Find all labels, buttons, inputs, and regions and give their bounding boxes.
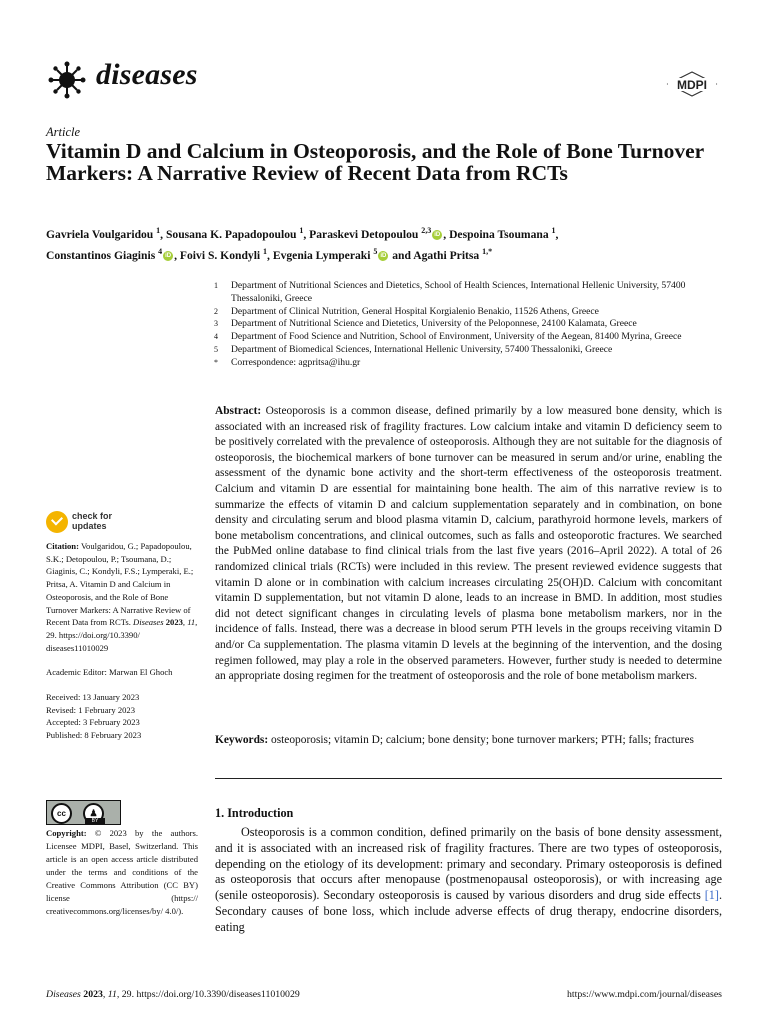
author-affiliation-sup: 4 bbox=[158, 246, 163, 256]
attribution-person-icon: ♟ bbox=[83, 803, 104, 824]
author-affiliation-sup: 2,3 bbox=[421, 226, 432, 235]
check-updates-line1: check for bbox=[72, 511, 113, 521]
affiliations bbox=[214, 280, 726, 370]
author-name[interactable]: Agathi Pritsa bbox=[413, 248, 480, 262]
introduction-body bbox=[215, 825, 722, 936]
abstract-text: Osteoporosis is a common disease, defined primarily by a low measured bone density, which is associated with an increased risk of fragility fractures. Low calcium intake and vitamin D deficiency seem to be positively correlated with the prevalence of osteoporosis. Although they are not suitable for the diagnosis of osteoporosis, the biochemical markers of bone turnover can be measured in serum and/or urine, enabling the assessment of the dynamic bone activity and the short-term effectiveness of the osteoporosis treatment. Calcium and vitamin D are essential for maintaining bone health. The aim of this narrative review is to summarize the effects of vitamin D and calcium supplementation separately and in combination, on bone density and circulating serum and blood plasma vitamin D, calcium, parathyroid hormone levels, markers of bone metabolism concentrations, and clinical outcomes, such as falls and osteoporotic fractures. We searched the PubMed online database to find clinical trials from the last five years (2016–April 2022). A total of 26 randomized clinical trials (RCTs) were included in this review. The present reviewed evidence suggests that vitamin D alone or in combination with calcium increases circulating 25(OH)D. Calcium with concomitant vitamin D supplementation, but not vitamin D alone, leads to an increase in BMD. In addition, most studies did not detect significant changes in circulating levels of plasma bone metabolism markers, nor in the incidence of falls. Instead, there was a decrease in blood serum PTH levels in the groups receiving vitamin D and/or Ca supplementation. The plasma vitamin D levels at the beginning of the intervention, and the dosing regimen followed, may play a role in the observed parameters. However, further study is needed to determine an appropriate dosing regimen for the treatment of osteoporosis and the role of bone metabolism markers. bbox=[215, 405, 722, 683]
author-name[interactable]: Foivi S. Kondyli bbox=[179, 248, 261, 262]
check-updates-line2: updates bbox=[72, 520, 107, 531]
journal-name: diseases bbox=[96, 58, 198, 91]
cc-by-label: BY bbox=[85, 818, 105, 824]
footer-journal: Diseases bbox=[46, 989, 81, 1000]
author-affiliation-sup: 1 bbox=[551, 226, 556, 235]
citation-volume: 11 bbox=[187, 617, 196, 628]
affiliation-text: Department of Clinical Nutrition, General Hospital Korgialenio Benakio, 11526 Athens, Greece bbox=[231, 305, 599, 317]
affiliation-number: 5 bbox=[214, 344, 218, 354]
article-title: Vitamin D and Calcium in Osteoporosis, and the Role of Bone Turnover Markers: A Narrative Review of Recent Data from RCTs bbox=[46, 139, 704, 185]
footer-doi[interactable]: , 29. https://doi.org/10.3390/diseases11010029 bbox=[116, 989, 300, 1000]
footer-year: 2023 bbox=[83, 989, 103, 1000]
footer-journal-url[interactable]: https://www.mdpi.com/journal/diseases bbox=[566, 989, 722, 1000]
abstract bbox=[215, 404, 722, 685]
orcid-icon[interactable]: iD bbox=[434, 232, 441, 239]
author-name[interactable]: Constantinos Giaginis bbox=[46, 248, 156, 262]
intro-text-2: . Secondary causes of bone loss, which include adverse effects of drug therapy, endocrine disorders, eating bbox=[215, 888, 722, 934]
citation: Citation: Voulgaridou, G.; Papadopoulou, S.K.; Detopoulou, P.; Tsoumana, D.; Giaginis, C.; Kondyli, F.S.; Lymperaki, E.; Pritsa, A. Vitamin D and Calcium in Osteoporosis, and the Role of Bone Turnover Markers: A Narrative Review of Recent Data from RCTs. Diseases 2023, 11, 29. https://doi.org/10.3390/ diseases11010029 bbox=[46, 541, 198, 653]
copyright-text: © 2023 by the authors. Licensee MDPI, Basel, Switzerland. This article is an open access article distributed under the terms and conditions of the Creative Commons Attribution (CC BY) license (https:// creativecommons.org/licenses/by/ 4.0/). bbox=[46, 828, 198, 916]
copyright-notice bbox=[46, 827, 198, 918]
affiliation-item bbox=[214, 344, 726, 357]
citation-label: Citation: bbox=[46, 541, 79, 551]
affiliation-number: 1 bbox=[214, 281, 218, 290]
diseases-journal-logo-icon bbox=[46, 60, 88, 100]
affiliation-item bbox=[214, 306, 726, 319]
author-affiliation-sup: 5 bbox=[373, 246, 378, 256]
affiliation-item bbox=[214, 318, 726, 331]
citation-doi[interactable]: , 29. https://doi.org/10.3390/ diseases11010029 bbox=[46, 617, 198, 653]
orcid-icon[interactable]: iD bbox=[165, 253, 172, 260]
author-name[interactable]: Evgenia Lymperaki bbox=[272, 248, 371, 262]
affiliation-number: * bbox=[214, 357, 218, 367]
author-name[interactable]: Gavriela Voulgaridou bbox=[46, 227, 154, 241]
citation-text: Voulgaridou, G.; Papadopoulou, S.K.; Detopoulou, P.; Tsoumana, D.; Giaginis, C.; Kondyli, F.S.; Lymperaki, E.; Pritsa, A. Vitamin D and Calcium in Osteoporosis, and the Role of Bone Turnover Markers: A Narrative Review of Recent Data from RCTs. bbox=[46, 541, 194, 628]
keywords-label: Keywords: bbox=[215, 734, 269, 746]
footer-citation: Diseases 2023, 11, 29. https://doi.org/10.3390/diseases11010029 bbox=[46, 989, 300, 1000]
intro-text-1: Osteoporosis is a common condition, defined primarily on the basis of bone density assessment, and it is associated with an increased risk of fragility fractures. There are two types of osteoporosis, depending on the etiology of its development: primary and secondary. Primary osteoporosis is defined as osteoporosis that occurs after menopause (postmenopausal osteoporosis), or with increasing age (senile osteoporosis). Secondary osteoporosis is caused by various disorders and drug side effects bbox=[215, 825, 722, 903]
citation-year: 2023 bbox=[165, 617, 183, 628]
footer-volume: 11 bbox=[107, 989, 117, 1000]
affiliation-item bbox=[214, 357, 726, 370]
section-divider bbox=[215, 778, 722, 779]
academic-editor: Academic Editor: Marwan El Ghoch bbox=[46, 667, 173, 678]
affiliation-text: Department of Food Science and Nutrition, School of Environment, University of the Aegean, 81400 Myrina, Greece bbox=[231, 331, 682, 343]
author-affiliation-sup: 1 bbox=[263, 246, 268, 256]
date-accepted: Accepted: 3 February 2023 bbox=[46, 717, 140, 728]
author-affiliation-sup: 1 bbox=[156, 226, 161, 235]
reference-link-1[interactable]: [1] bbox=[704, 888, 719, 903]
creative-commons-icon: cc bbox=[51, 803, 72, 824]
introduction-heading: 1. Introduction bbox=[215, 806, 294, 820]
affiliation-number: 2 bbox=[214, 306, 218, 316]
cc-by-license-badge[interactable] bbox=[46, 800, 121, 825]
affiliation-text[interactable]: Correspondence: agpritsa@ihu.gr bbox=[231, 356, 361, 368]
author-name[interactable]: Paraskevi Detopoulou bbox=[309, 227, 419, 241]
author-name[interactable]: Despoina Tsoumana bbox=[449, 227, 549, 241]
affiliation-number: 4 bbox=[214, 332, 218, 342]
author-affiliation-sup: 1,* bbox=[482, 246, 493, 256]
copyright-label: Copyright: bbox=[46, 828, 87, 838]
keywords bbox=[215, 733, 722, 749]
check-updates-icon bbox=[46, 511, 68, 533]
affiliation-item bbox=[214, 280, 726, 306]
date-revised: Revised: 1 February 2023 bbox=[46, 704, 136, 715]
date-published: Published: 8 February 2023 bbox=[46, 730, 142, 741]
author-list: Gavriela Voulgaridou $^1$, Sousana K. Papadopoulou $^1$, Paraskevi Detopoulou $^{2,3}$iD , Despoina Tsoumana $^1$, Constantinos Giaginis $^4$iD , Foivi S. Kondyli $^1$, Evgenia Lymperaki $^5$iD and Agathi Pritsa $^{1,*}$ bbox=[46, 226, 559, 262]
affiliation-text: Department of Nutritional Sciences and Dietetics, School of Health Sciences, International Hellenic University, 57400 Thessaloniki, Greece bbox=[231, 280, 686, 304]
abstract-label: Abstract: bbox=[215, 405, 262, 417]
affiliation-text: Department of Biomedical Sciences, International Hellenic University, 57400 Thessaloniki, Greece bbox=[231, 343, 613, 355]
check-for-updates-button[interactable] bbox=[46, 511, 146, 537]
affiliation-text: Department of Nutritional Science and Dietetics, University of the Peloponnese, 24100 Kalamata, Greece bbox=[231, 318, 637, 330]
mdpi-logo-icon bbox=[664, 70, 720, 98]
article-type: Article bbox=[46, 125, 81, 139]
affiliation-item bbox=[214, 331, 726, 344]
author-affiliation-sup: 1 bbox=[299, 226, 304, 235]
affiliation-number: 3 bbox=[214, 319, 218, 329]
article-sidebar bbox=[46, 540, 198, 742]
author-name[interactable]: Sousana K. Papadopoulou bbox=[165, 227, 297, 241]
date-received: Received: 13 January 2023 bbox=[46, 692, 140, 703]
mdpi-logo-text: MDPI bbox=[677, 78, 707, 92]
citation-journal: Diseases bbox=[133, 617, 164, 628]
keywords-text: osteoporosis; vitamin D; calcium; bone density; bone turnover markers; PTH; falls; fractures bbox=[271, 734, 694, 746]
orcid-icon[interactable]: iD bbox=[380, 253, 387, 260]
